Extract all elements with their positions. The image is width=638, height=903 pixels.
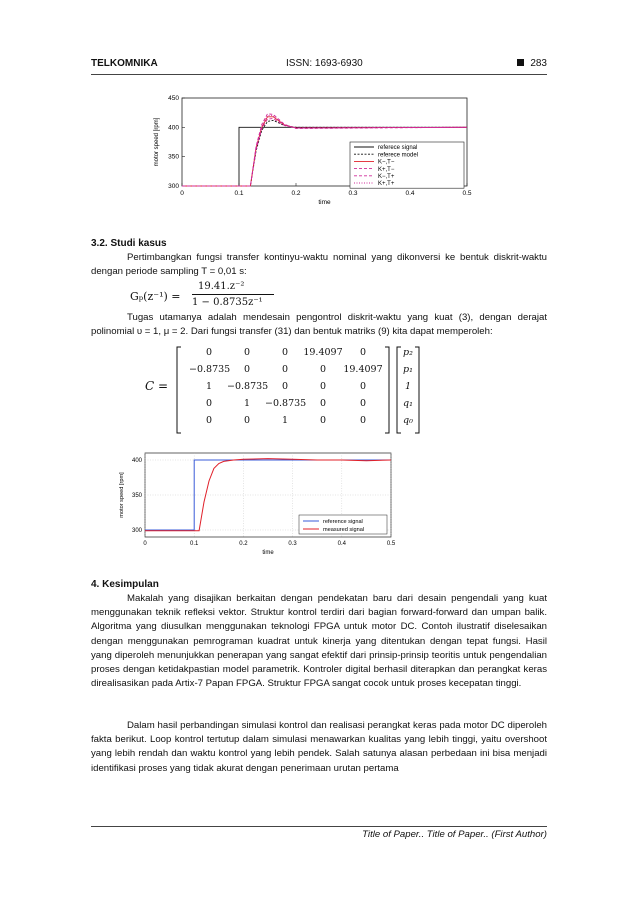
matrix-cell: 0 [205, 398, 213, 409]
vector-cell: p₁ [403, 364, 413, 375]
legend-entry: K+,T− [378, 166, 395, 173]
y-tick-label: 300 [168, 183, 179, 190]
section-3-2-paragraph-2: Tugas utamanya adalah mendesain pengontrol diskrit-waktu yang kuat (3), dengan derajat polinomial υ = 1, μ = 2. Dari fungsi transfer (31) dan bentuk matriks (9) kita dapat memperoleh: [91, 312, 547, 338]
matrix-cell: 0 [281, 381, 289, 392]
matrix-cell: 0 [243, 415, 251, 426]
matrix-cell: −0.8735 [189, 364, 231, 375]
matrix-cell: 1 [243, 398, 251, 409]
x-tick-label: 0.5 [386, 541, 396, 547]
matrix-cell: 0 [205, 347, 213, 358]
fraction-bar [192, 294, 274, 295]
section-4-title: 4. Kesimpulan [91, 579, 159, 590]
matrix-cell: 0 [319, 364, 327, 375]
legend-entry: referece model [378, 152, 419, 159]
x-tick-label: 0.2 [291, 190, 301, 197]
matrix-cell: 0 [281, 347, 289, 358]
x-tick-label: 0.4 [405, 190, 415, 197]
figure-1-chart [150, 92, 480, 222]
matrix-cell: 1 [205, 381, 213, 392]
matrix-cell: 0 [359, 381, 367, 392]
matrix-cell: 0 [319, 381, 327, 392]
matrix-cell: 1 [281, 415, 289, 426]
legend-entry: K−,T+ [378, 174, 395, 180]
x-tick-label: 0.4 [337, 541, 346, 547]
x-tick-label: 0.3 [348, 190, 358, 197]
vector-cell: 1 [404, 381, 412, 392]
y-axis-label: motor speed [rpm] [119, 472, 125, 518]
page-header [91, 58, 547, 74]
matrix-cell: −0.8735 [265, 398, 307, 409]
matrix-lhs: C = [145, 379, 169, 393]
matrix-cell: −0.8735 [227, 381, 269, 392]
legend-entry: K+,T+ [378, 181, 395, 188]
footer-rule [91, 826, 547, 827]
section-4-paragraph-1: Makalah yang disajikan berkaitan dengan pendekatan baru dari desain pengendali yang kuat menggunakan teknik refleksi vektor. Struktur kontrol terdiri dari bagian forward-forward dan umpan balik. Algoritma yang diusulkan menggunakan teknologi FPGA untuk motor DC. Contoh ilustratif diselesaikan dengan menggunakan pemrograman kuadrat untuk kinerja yang ditentukan dengan tepat fungsi. Hasil yang diperoleh menunjukkan penerapan yang sangat efektif dari prinsip-prinsip teoritis untuk pengendalian proses dengan ketidakpastian model parametrik. Kontroler digital berhasil diterapkan dan perangkat keras direalisasikan pada Artix-7 Papan FPGA. Struktur FPGA sangat cocok untuk proses kecepatan tinggi. [91, 593, 547, 690]
section-4-paragraph-2: Dalam hasil perbandingan simulasi kontrol dan realisasi perangkat keras pada motor DC diperoleh fakta berikut. Loop kontrol tertutup dalam simulasi menawarkan kualitas yang lebih tinggi, yaitu overshoot yang lebih rendah dan waktu kontrol yang lebih pendek. Salah satunya alasan perbedaan ini bisa menjadi identifikasi proses yang tidak akurat dengan penerimaan urutan pertama [91, 720, 547, 774]
header-rule [91, 74, 547, 75]
y-tick-label: 450 [168, 95, 179, 102]
journal-name: TELKOMNIKA [91, 58, 158, 69]
matrix-cell: 0 [359, 347, 367, 358]
x-tick-label: 0.5 [462, 190, 472, 197]
matrix-cell: 0 [243, 364, 251, 375]
issn: ISSN: 1693-6930 [286, 58, 363, 69]
y-tick-label: 350 [168, 153, 179, 161]
vector-cell: q₀ [403, 415, 413, 426]
x-tick-label: 0.1 [234, 190, 244, 197]
matrix-cell: 0 [243, 347, 251, 358]
square-bullet-icon [517, 59, 524, 66]
equation-denominator: 1 − 0.8735z⁻¹ [192, 297, 263, 308]
matrix-cell: 0 [319, 398, 327, 409]
y-axis-label: motor speed [rpm] [154, 117, 160, 167]
legend-entry: referece signal [378, 145, 418, 152]
x-tick-label: 0.2 [239, 541, 248, 547]
equation-numerator: 19.41.z⁻² [198, 281, 245, 292]
figure-1 [150, 92, 480, 222]
y-tick-label: 400 [168, 124, 179, 132]
y-tick-label: 300 [131, 528, 142, 534]
figure-2-chart [115, 447, 405, 565]
vector-cell: p₂ [403, 347, 413, 358]
y-tick-label: 400 [131, 458, 142, 464]
matrix-cell: 0 [359, 415, 367, 426]
x-tick-label: 0.1 [190, 541, 199, 547]
x-axis-label: time [262, 550, 274, 556]
footer-text: Title of Paper.. Title of Paper.. (First Author) [362, 829, 547, 840]
matrix-cell: 0 [359, 398, 367, 409]
figure-2 [115, 447, 405, 565]
matrix-cell: 19.4097 [303, 347, 343, 358]
matrix-equation [145, 345, 425, 435]
page-number: 283 [517, 58, 547, 69]
legend-entry: reference signal [323, 519, 363, 525]
x-tick-label: 0 [180, 190, 184, 197]
legend-entry: measured signal [323, 527, 365, 533]
matrix-cell: 0 [205, 415, 213, 426]
legend-entry: K−,T− [378, 159, 395, 166]
matrix-cell: 19.4097 [343, 364, 383, 375]
matrix-cell: 0 [319, 415, 327, 426]
x-axis-label: time [318, 199, 331, 206]
section-3-2-title: 3.2. Studi kasus [91, 238, 167, 249]
y-tick-label: 350 [131, 493, 142, 499]
matrix-cell: 0 [281, 364, 289, 375]
section-3-2-paragraph-1: Pertimbangkan fungsi transfer kontinyu-waktu nominal yang dikonversi ke bentuk diskrit-waktu dengan periode sampling T = 0,01 s: [91, 252, 547, 278]
equation-lhs: Gₚ(z⁻¹) = [130, 290, 181, 303]
x-tick-label: 0 [143, 541, 147, 547]
x-tick-label: 0.3 [288, 541, 297, 547]
vector-cell: q₁ [403, 398, 413, 409]
